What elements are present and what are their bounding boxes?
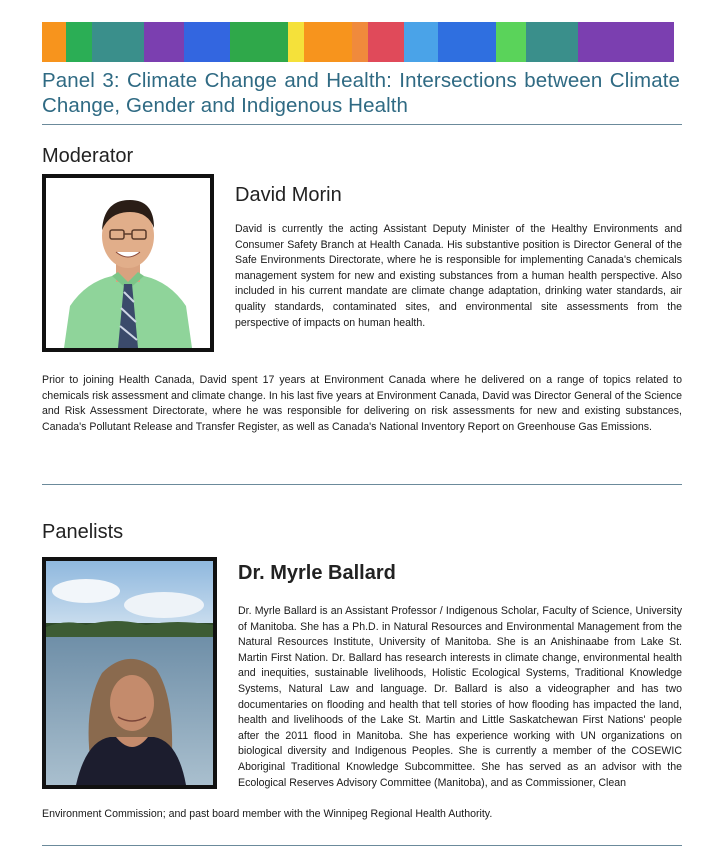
panelist-name: Dr. Myrle Ballard xyxy=(238,562,396,584)
color-banner xyxy=(42,22,680,62)
color-banner-segment xyxy=(144,22,184,62)
page-title: Panel 3: Climate Change and Health: Intersections between Climate Change, Gender and Indigenous Health xyxy=(42,69,680,117)
color-banner-segment xyxy=(304,22,352,62)
section-divider xyxy=(42,484,682,485)
color-banner-segment xyxy=(526,22,578,62)
color-banner-segment xyxy=(92,22,144,62)
color-banner-segment xyxy=(578,22,674,62)
color-banner-segment xyxy=(66,22,92,62)
moderator-bio-short: David is currently the acting Assistant Deputy Minister of the Healthy Environments and Consumer Safety Branch at Health Canada. His substantive position is Director General of the Safe Environments Directorate, where he is responsible for implementing Canada's chemicals management system for new and existing substances from a human health perspective. Also included in his current mandate are climate change adaptation, drinking water standards, air quality standards, contaminated sites, and environmental site assessments from the perspective of impacts on human health. xyxy=(235,223,682,329)
color-banner-segment xyxy=(42,22,66,62)
moderator-bio-long: Prior to joining Health Canada, David spent 17 years at Environment Canada where he delivered on a range of topics related to chemicals risk assessment and climate change. In his last five years at Environment Canada, David was Director General of the Science and Risk Assessment Directorate, where he was responsible for delivering on risk assessments for new and existing substances, Canada's Pollutant Release and Transfer Register, as well as Canada's National Inventory Report on Greenhouse Gas Emissions. xyxy=(42,374,682,433)
title-divider xyxy=(42,124,682,125)
color-banner-segment xyxy=(496,22,526,62)
moderator-photo xyxy=(42,174,214,352)
color-banner-segment xyxy=(288,22,304,62)
color-banner-segment xyxy=(230,22,288,62)
bottom-divider xyxy=(42,845,682,846)
panelist-portrait-image xyxy=(46,561,213,785)
color-banner-segment xyxy=(352,22,368,62)
color-banner-segment xyxy=(184,22,230,62)
panelist-bio-tail: Environment Commission; and past board member with the Winnipeg Regional Health Authority. xyxy=(42,808,493,820)
panelist-photo xyxy=(42,557,217,789)
moderator-portrait-image xyxy=(46,178,210,348)
moderator-heading: Moderator xyxy=(42,145,134,167)
panelist-bio-main: Dr. Myrle Ballard is an Assistant Professor / Indigenous Scholar, Faculty of Science, University of Manitoba. She has a Ph.D. in Natural Resources and Environmental Management from the Natural Resources Institute, University of Manitoba. She is an Anishinaabe from Lake St. Martin First Nation. Dr. Ballard has research interests in climate change, environmental health and inequities, sustainable livelihoods, Holistic Ecological Systems, Traditional Knowledge Systems, Natural Law and language. Dr. Ballard is also a videographer and has two documentaries on flooding and health that tell stories of how flooding has impacted the land, health and livelihoods of the Lake St. Martin and Little Saskatchewan First Nations' people after the 2011 flood in Manitoba. She has experience working with UN organizations on biological diversity and Indigenous Peoples. She is currently a member of the COSEWIC Aboriginal Traditional Knowledge Subcommittee. She has served as an advisor with the Ecological Reserves Advisory Committee (Manitoba), and as Commissioner, Clean xyxy=(238,605,682,789)
panelists-heading: Panelists xyxy=(42,521,124,543)
color-banner-segment xyxy=(368,22,404,62)
color-banner-segment xyxy=(438,22,496,62)
moderator-name: David Morin xyxy=(235,184,342,206)
color-banner-segment xyxy=(404,22,438,62)
